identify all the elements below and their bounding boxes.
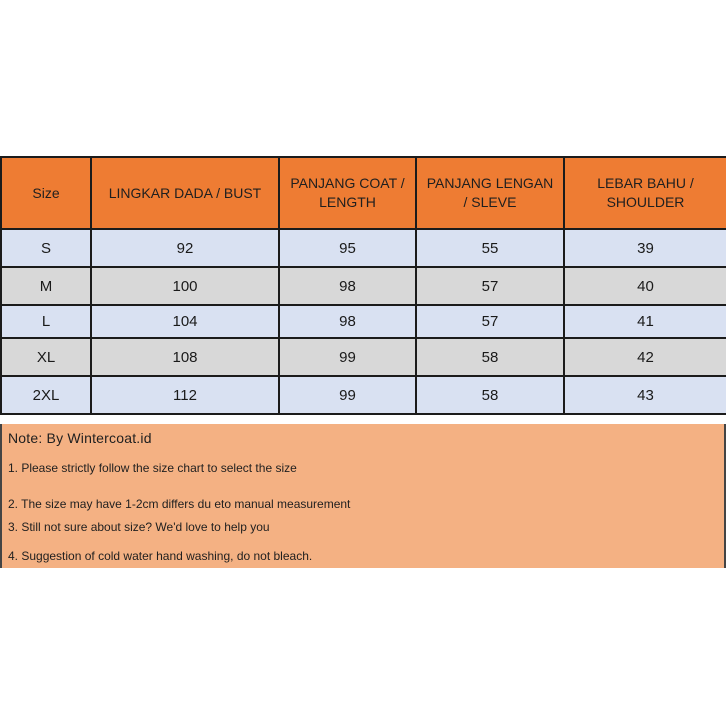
- note-item: 1. Please strictly follow the size chart to select the size: [8, 461, 297, 475]
- table-row: [1, 376, 726, 414]
- length-cell: 95: [279, 229, 416, 267]
- sleeve-cell: 58: [416, 376, 564, 414]
- table-row: [1, 305, 726, 338]
- sleeve-cell: 55: [416, 229, 564, 267]
- table-row: [1, 338, 726, 376]
- note-item: 4. Suggestion of cold water hand washing, do not bleach.: [8, 549, 313, 563]
- sleeve-cell: 57: [416, 267, 564, 305]
- size-chart: [0, 156, 726, 415]
- size-cell: 2XL: [1, 376, 91, 414]
- length-cell: 99: [279, 338, 416, 376]
- table-row: [1, 267, 726, 305]
- table-row: [1, 229, 726, 267]
- bust-cell: 108: [91, 338, 279, 376]
- bust-cell: 112: [91, 376, 279, 414]
- sleeve-cell: 57: [416, 305, 564, 338]
- size-chart-table: [0, 156, 726, 415]
- bust-cell: 104: [91, 305, 279, 338]
- header-sleeve: PANJANG LENGAN / SLEVE: [416, 157, 564, 229]
- length-cell: 98: [279, 305, 416, 338]
- header-bust: LINGKAR DADA / BUST: [91, 157, 279, 229]
- notes-panel: [0, 424, 726, 568]
- note-item: 2. The size may have 1-2cm differs du eto manual measurement: [8, 497, 351, 511]
- header-size: Size: [1, 157, 91, 229]
- shoulder-cell: 42: [564, 338, 726, 376]
- header-shoulder: LEBAR BAHU / SHOULDER: [564, 157, 726, 229]
- notes-title: Note: By Wintercoat.id: [8, 430, 152, 446]
- size-cell: S: [1, 229, 91, 267]
- sleeve-cell: 58: [416, 338, 564, 376]
- shoulder-cell: 43: [564, 376, 726, 414]
- header-length: PANJANG COAT / LENGTH: [279, 157, 416, 229]
- size-cell: L: [1, 305, 91, 338]
- shoulder-cell: 40: [564, 267, 726, 305]
- note-item: 3. Still not sure about size? We'd love to help you: [8, 520, 270, 534]
- header-row: [1, 157, 726, 229]
- bust-cell: 100: [91, 267, 279, 305]
- size-cell: XL: [1, 338, 91, 376]
- size-cell: M: [1, 267, 91, 305]
- bust-cell: 92: [91, 229, 279, 267]
- shoulder-cell: 41: [564, 305, 726, 338]
- shoulder-cell: 39: [564, 229, 726, 267]
- length-cell: 99: [279, 376, 416, 414]
- length-cell: 98: [279, 267, 416, 305]
